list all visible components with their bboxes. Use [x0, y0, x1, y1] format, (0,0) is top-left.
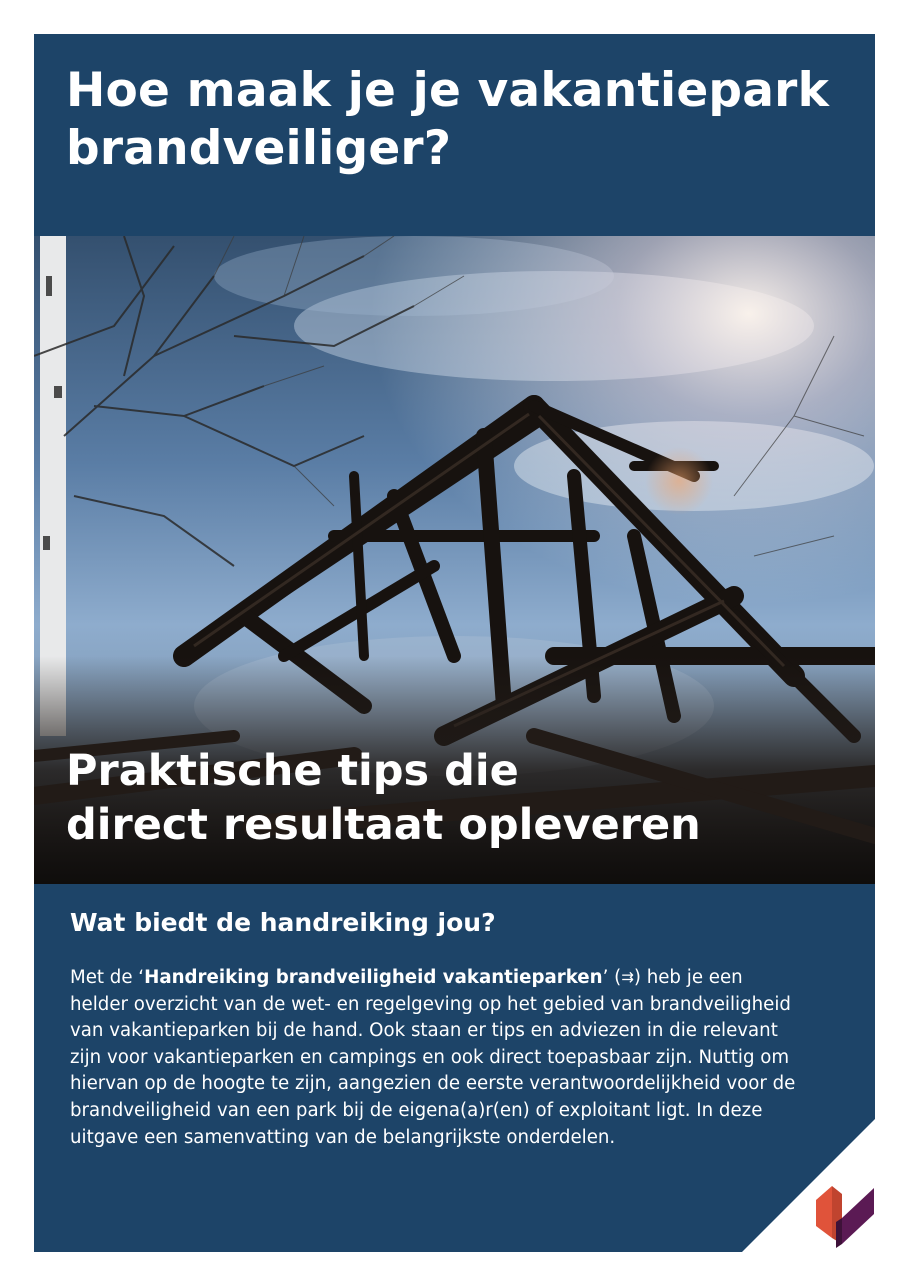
body-after-bold: ’ ( [602, 967, 622, 988]
photo-headline [66, 744, 856, 852]
body-rest: ) heb je een helder overzicht van de wet- en regelgeving op het gebied van brandveiligheid van vakantieparken bij de hand. Ook staan er tips en adviezen in die relevant zijn voor vakantieparken en campings en ook direct toepasbaar zijn. Nuttig om hiervan op de hoogte te zijn, aangezien de eerste verantwoordelijkheid voor de brandveiligheid van een park bij de eigena(a)r(en) of exploitant ligt. In deze uitgave een samenvatting van de belangrijkste onderdelen. [70, 967, 796, 1148]
burned-house-photo [34, 236, 875, 884]
handreiking-title: Handreiking brandveiligheid vakantieparken [144, 967, 603, 988]
brochure-page [34, 34, 875, 1252]
main-title-line-1: Hoe maak je je vakantiepark [66, 63, 830, 118]
brand-logo-icon [816, 1186, 874, 1252]
photo-headline-line-1: Praktische tips die [66, 746, 519, 796]
section-heading: Wat biedt de handreiking jou? [70, 908, 496, 937]
link-icon[interactable]: ⇉ [621, 968, 634, 986]
section-body-text [70, 964, 805, 1151]
title-block [34, 34, 875, 236]
main-title [66, 62, 856, 178]
main-title-line-2: brandveiliger? [66, 121, 452, 176]
photo-headline-line-2: direct resultaat opleveren [66, 800, 701, 850]
body-prefix: Met de ‘ [70, 967, 145, 988]
